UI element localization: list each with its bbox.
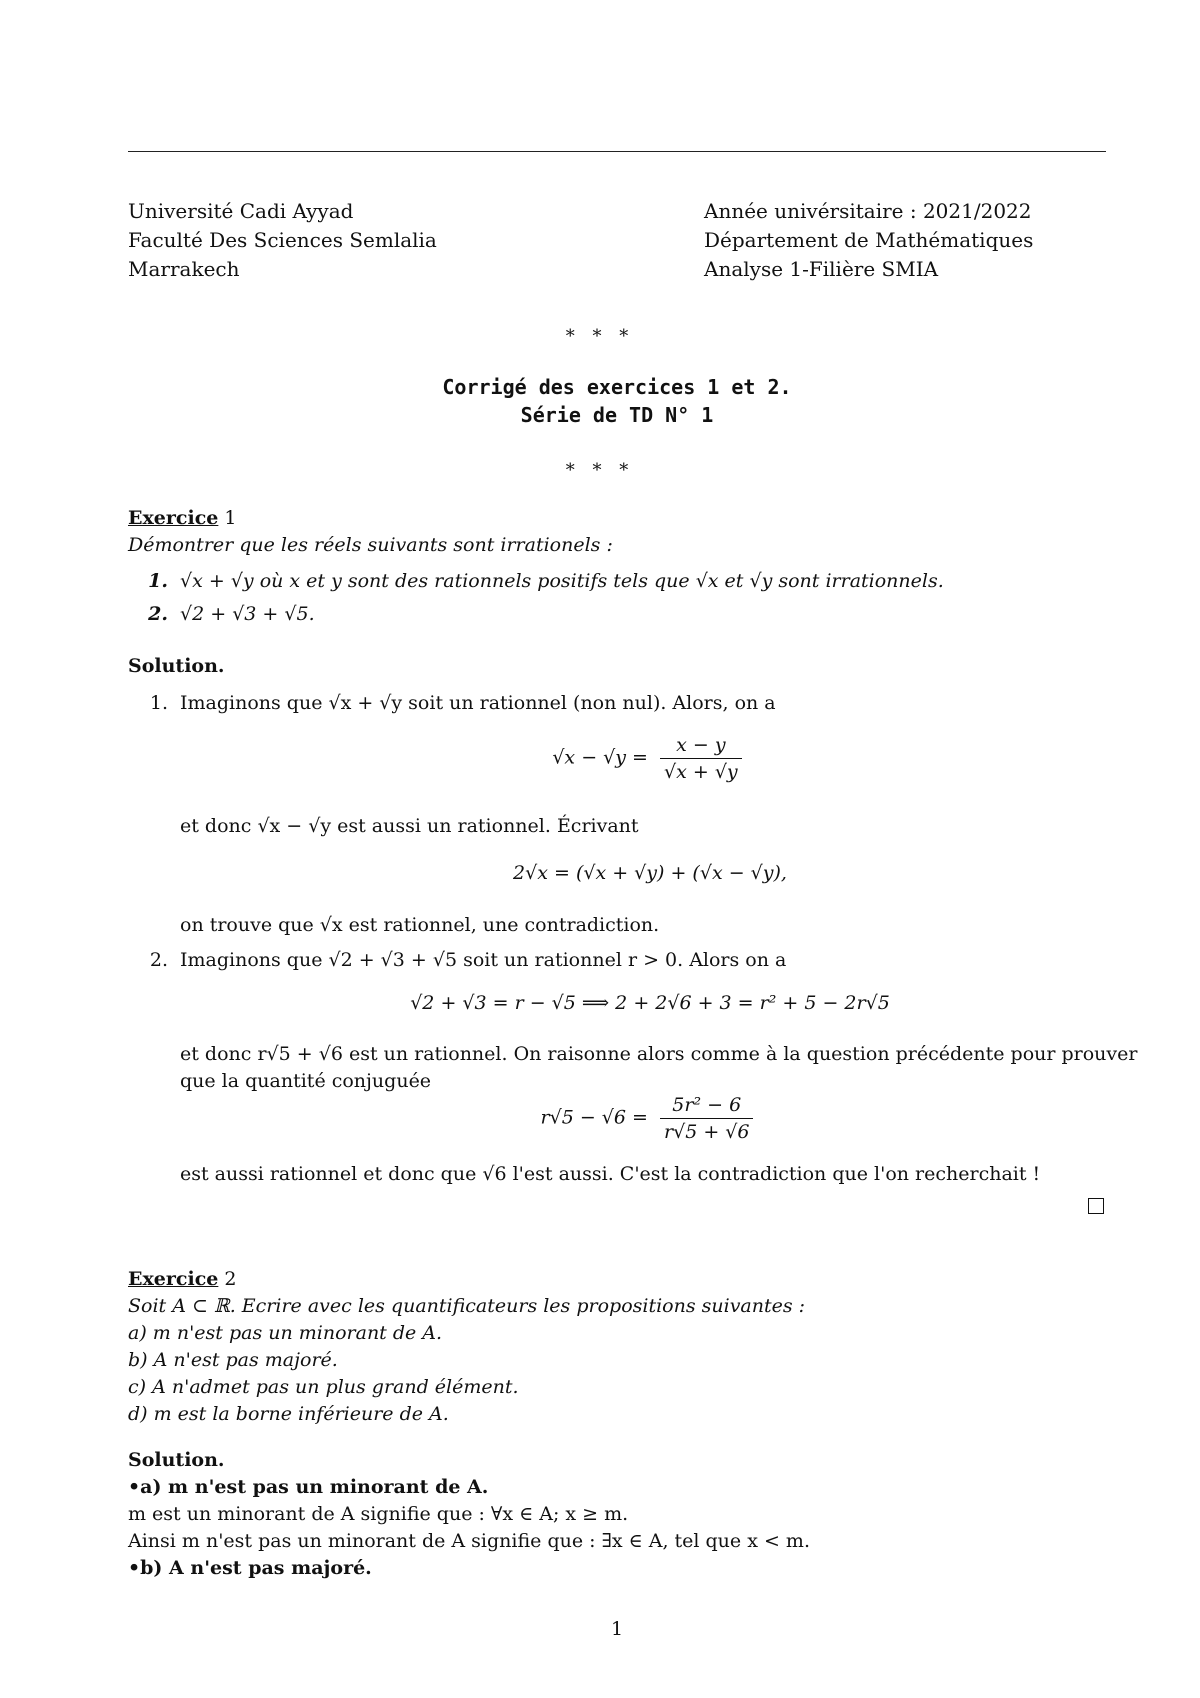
equation-4-numerator: 5r² − 6 xyxy=(660,1092,753,1119)
exercise-1-number: 1 xyxy=(224,507,237,529)
qed-square-icon xyxy=(1088,1198,1104,1214)
equation-4 xyxy=(0,1092,1200,1145)
exercise-2-label: Exercice xyxy=(128,1268,219,1290)
exercise-1-statement: Démontrer que les réels suivants sont irrationels : xyxy=(128,534,613,556)
exercise-1-item-1 xyxy=(128,568,944,595)
solution-1-part-2 xyxy=(128,947,786,974)
part-number: 2. xyxy=(149,949,168,971)
equation-2 xyxy=(0,862,1200,884)
header-department: Département de Mathématiques xyxy=(704,228,1034,252)
exercise-2-item-c: c) A n'admet pas un plus grand élément. xyxy=(128,1376,519,1398)
part-text: Imaginons que √x + √y soit un rationnel (non nul). Alors, on a xyxy=(180,692,776,714)
equation-3 xyxy=(0,992,1200,1014)
solution-2-heading: Solution. xyxy=(128,1449,225,1471)
stars-bottom: * * * xyxy=(565,460,635,481)
part-number: 1. xyxy=(149,692,168,714)
header-faculty: Faculté Des Sciences Semlalia xyxy=(128,228,437,252)
equation-1 xyxy=(0,732,1200,785)
doc-subtitle: Série de TD N° 1 xyxy=(520,403,714,427)
equation-4-left: r√5 − √6 = xyxy=(540,1106,648,1129)
equation-4-fraction xyxy=(660,1092,753,1145)
exercise-2-item-a: a) m n'est pas un minorant de A. xyxy=(128,1322,443,1344)
exercise-1-item-2 xyxy=(128,601,315,628)
solution-2-b-title: •b) A n'est pas majoré. xyxy=(128,1557,372,1579)
equation-2-text: 2√x = (√x + √y) + (√x − √y), xyxy=(513,862,787,884)
top-rule xyxy=(128,151,1106,152)
solution-2-a-title: •a) m n'est pas un minorant de A. xyxy=(128,1476,489,1498)
equation-4-denominator: r√5 + √6 xyxy=(664,1121,750,1143)
part-text: Imaginons que √2 + √3 + √5 soit un rationnel r > 0. Alors on a xyxy=(180,949,787,971)
exercise-2-item-b: b) A n'est pas majoré. xyxy=(128,1349,338,1371)
solution-2-a-line-1: m est un minorant de A signifie que : ∀x ∈ A; x ≥ m. xyxy=(128,1503,629,1525)
exercise-2-statement: Soit A ⊂ ℝ. Ecrire avec les quantificateurs les propositions suivantes : xyxy=(128,1295,806,1317)
equation-1-fraction xyxy=(660,732,742,785)
equation-1-left: √x − √y = xyxy=(552,746,648,769)
solution-1-part-1 xyxy=(128,690,776,717)
exercise-2-heading xyxy=(128,1266,237,1293)
item-number: 2. xyxy=(148,603,168,625)
header-year: Année univérsitaire : 2021/2022 xyxy=(704,199,1032,223)
stars-top: * * * xyxy=(565,326,635,347)
item-text: √2 + √3 + √5. xyxy=(180,603,315,625)
doc-title: Corrigé des exercices 1 et 2. xyxy=(442,375,792,399)
equation-1-denominator: √x + √y xyxy=(664,761,738,783)
item-number: 1. xyxy=(148,570,168,592)
header-course: Analyse 1-Filière SMIA xyxy=(704,257,939,281)
exercise-1-heading xyxy=(128,505,237,532)
header-city: Marrakech xyxy=(128,257,240,281)
equation-3-text: √2 + √3 = r − √5 ⟹ 2 + 2√6 + 3 = r² + 5 − 2r√5 xyxy=(410,992,890,1014)
solution-1-text-2: et donc √x − √y est aussi un rationnel. Écrivant xyxy=(180,815,639,837)
header-university: Université Cadi Ayyad xyxy=(128,199,354,223)
solution-1-text-3: on trouve que √x est rationnel, une contradiction. xyxy=(180,914,660,936)
solution-1-text-6: que la quantité conjuguée xyxy=(180,1070,432,1092)
equation-1-numerator: x − y xyxy=(660,732,742,759)
solution-1-text-7: est aussi rationnel et donc que √6 l'est aussi. C'est la contradiction que l'on recherchait ! xyxy=(180,1163,1041,1185)
exercise-1-label: Exercice xyxy=(128,507,219,529)
page-number: 1 xyxy=(610,1618,624,1640)
exercise-2-item-d: d) m est la borne inférieure de A. xyxy=(128,1403,449,1425)
solution-2-a-line-2: Ainsi m n'est pas un minorant de A signifie que : ∃x ∈ A, tel que x < m. xyxy=(128,1530,810,1552)
item-text: √x + √y où x et y sont des rationnels positifs tels que √x et √y sont irrationnels. xyxy=(180,570,944,592)
solution-1-heading: Solution. xyxy=(128,655,225,677)
exercise-2-number: 2 xyxy=(224,1268,237,1290)
solution-1-text-5: et donc r√5 + √6 est un rationnel. On raisonne alors comme à la question précédente pour prouver xyxy=(180,1043,1138,1065)
